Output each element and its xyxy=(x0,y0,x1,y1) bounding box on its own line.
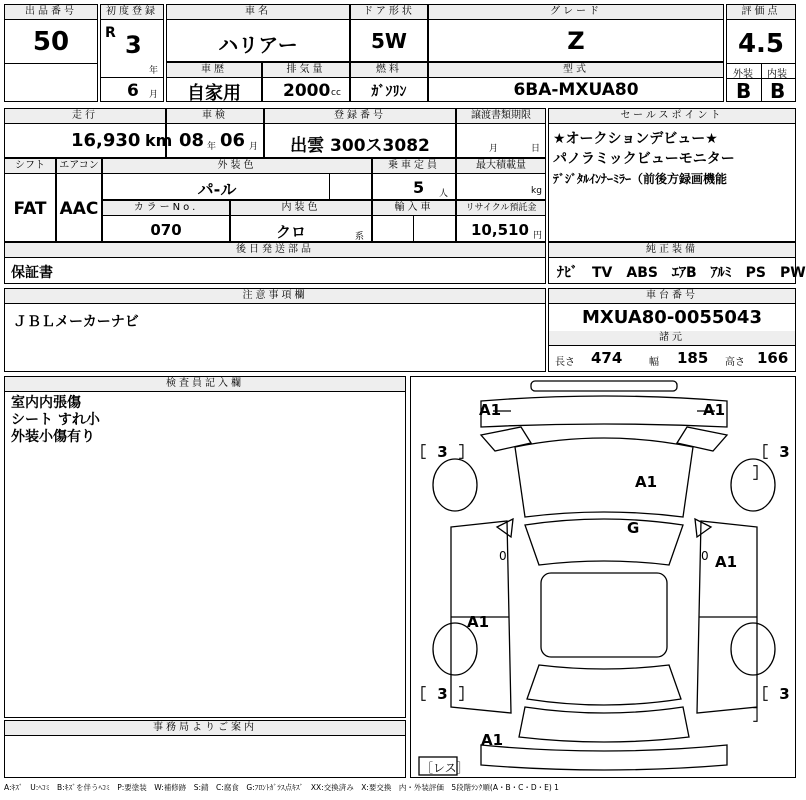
car-name-label: 車名 xyxy=(167,5,349,20)
capacity: 5 xyxy=(413,178,425,197)
notes-box xyxy=(4,288,546,372)
car-diagram-drawing xyxy=(411,377,797,779)
sales-point-line: ★オークションデビュー★ xyxy=(553,131,718,147)
score-box xyxy=(726,4,796,102)
mark-right-door: A1 xyxy=(715,553,738,571)
height: 166 xyxy=(757,349,789,367)
model-code: 6BA-MXUA80 xyxy=(513,80,639,100)
recycle-unit: 円 xyxy=(533,231,543,241)
sales-point-line: ﾃﾞｼﾞﾀﾙｲﾝﾅｰﾐﾗｰ（前後方録画機能 xyxy=(553,172,728,186)
plate-box xyxy=(264,108,456,158)
exterior-grade: B xyxy=(736,79,752,103)
lot-number: 50 xyxy=(32,27,70,57)
registration-year: 3 xyxy=(125,31,142,59)
equipment-box xyxy=(548,242,806,284)
office-label: 事務局よりご案内 xyxy=(5,721,405,736)
capacity-box xyxy=(372,158,456,200)
inspection-label: 車検 xyxy=(167,109,263,124)
registration-month: 6 xyxy=(127,81,139,101)
sales-point-line: パノラミックビューモニター xyxy=(553,151,735,167)
inspection-box xyxy=(166,108,264,158)
mileage-label: 走行 xyxy=(5,109,165,124)
width: 185 xyxy=(677,349,709,367)
transfer-month: 月 xyxy=(489,144,499,154)
model-box xyxy=(428,62,724,102)
mark-windshield: G xyxy=(627,519,640,537)
sales-point-label: セールスポイント xyxy=(549,109,795,124)
inspector-notes xyxy=(11,395,100,446)
shift-box xyxy=(4,158,56,242)
interior-color-box xyxy=(230,200,372,242)
load-box xyxy=(456,158,546,200)
ac-label: エアコン xyxy=(57,159,101,174)
load-label: 最大積載量 xyxy=(457,159,545,174)
sales-point-list xyxy=(553,129,793,189)
mark-front-right: A1 xyxy=(703,401,726,419)
first-registration-box xyxy=(100,4,164,102)
inspection-month: 06 xyxy=(220,130,246,151)
equipment-list: ﾅﾋﾞ TV ABS ｴｱB ｱﾙﾐ PS PW xyxy=(557,265,806,281)
later-parts-label: 後日発送部品 xyxy=(5,243,545,258)
interior-color: クロ xyxy=(275,223,306,241)
height-label: 高さ xyxy=(725,357,745,368)
inspection-month-unit: 月 xyxy=(249,142,259,152)
history-box xyxy=(166,62,262,102)
model-label: 型式 xyxy=(429,63,723,78)
mileage-unit: km xyxy=(145,131,173,150)
car-name: ハリアー xyxy=(218,33,298,57)
inspector-line: 外装小傷有り xyxy=(11,429,95,445)
chassis-box xyxy=(548,288,796,372)
lot-number-box xyxy=(4,4,98,102)
shift: FAT xyxy=(13,199,47,219)
fuel-label: 燃料 xyxy=(351,63,427,78)
shift-label: シフト xyxy=(5,159,55,174)
car-name-box xyxy=(166,4,350,62)
later-parts-box xyxy=(4,242,546,284)
tire-depth-front-left: ［ 3 ］ xyxy=(411,443,477,461)
color-no-box xyxy=(102,200,230,242)
mark-zero-left: 0 xyxy=(499,549,507,563)
cc-box xyxy=(262,62,350,102)
exterior-color: パ-ル xyxy=(197,180,237,199)
load-unit: kg xyxy=(531,186,542,196)
length: 474 xyxy=(591,349,623,367)
transfer-label: 譲渡書類期限 xyxy=(457,109,545,124)
inspector-box xyxy=(4,376,406,718)
mark-front-left: A1 xyxy=(479,401,502,419)
inspection-year: 08 xyxy=(179,130,205,151)
color-label: 外装色 xyxy=(103,159,371,174)
capacity-unit: 人 xyxy=(439,189,449,199)
door-label: ドア形状 xyxy=(351,5,427,20)
import-box xyxy=(372,200,456,242)
mark-zero-right: 0 xyxy=(701,549,709,563)
plate-label: 登録番号 xyxy=(265,109,455,124)
chassis-number: MXUA80-0055043 xyxy=(582,307,762,328)
import-label: 輸入車 xyxy=(373,201,455,216)
fuel-box xyxy=(350,62,428,102)
equipment-label: 純正装備 xyxy=(549,243,795,258)
lot-number-label: 出品番号 xyxy=(5,5,97,20)
plate-number: 出雲 300ス3082 xyxy=(290,136,430,156)
color-no-label: カラーNo. xyxy=(103,201,229,216)
later-parts: 保証書 xyxy=(11,265,53,281)
cc-unit: cc xyxy=(331,88,341,98)
fuel: ｶﾞｿﾘﾝ xyxy=(371,84,407,100)
notes: ＪＢＬメーカーナビ xyxy=(13,314,139,330)
mark-left-quarter: A1 xyxy=(467,613,490,631)
tire-depth-rear-right: ［ 3 ］ xyxy=(753,685,793,724)
length-label: 長さ xyxy=(555,357,575,368)
ac-box xyxy=(56,158,102,242)
interior-grade: B xyxy=(770,79,786,103)
width-label: 幅 xyxy=(649,357,659,368)
grade-label: グレード xyxy=(429,5,723,20)
transfer-box xyxy=(456,108,546,158)
score-label: 評価点 xyxy=(727,5,795,20)
history-label: 車歴 xyxy=(167,63,261,78)
car-diagram xyxy=(410,376,796,778)
recycle-fee: 10,510 xyxy=(471,221,529,239)
displacement: 2000 xyxy=(283,81,331,101)
grade: Z xyxy=(567,27,585,55)
mileage-box xyxy=(4,108,173,158)
interior-label: 内装 xyxy=(767,69,787,80)
legend: A:ｷｽﾞ U:ﾍｺﾐ B:ｷｽﾞを伴うﾍｺﾐ P:要塗装 W:補修跡 S:錆 C:腐食 G:ﾌﾛﾝﾄｶﾞﾗｽ点ｷｽﾞ XX:交換済み X:要交換 内・外装評価 5段階ﾗﾝｸ順(A・B・C・D・E) 1 xyxy=(4,783,559,792)
interior-color-unit: 系 xyxy=(355,232,365,242)
first-registration-label: 初度登録 xyxy=(101,5,163,20)
recycle-box xyxy=(456,200,546,242)
chassis-label: 車台番号 xyxy=(549,289,795,304)
cc-label: 排気量 xyxy=(263,63,349,78)
tire-depth-front-right: ［ 3 ］ xyxy=(753,443,793,482)
inspector-label: 検査員記入欄 xyxy=(5,377,405,392)
era: R xyxy=(105,25,116,41)
history: 自家用 xyxy=(187,83,241,104)
recycle-label: リサイクル預託金 xyxy=(457,201,545,216)
transfer-day: 日 xyxy=(531,144,541,154)
exterior-label: 外装 xyxy=(733,69,753,80)
door-box xyxy=(350,4,428,62)
air-conditioner: AAC xyxy=(59,199,99,219)
spare-tire: ［レス］ xyxy=(421,761,469,775)
color-number: 070 xyxy=(150,221,182,239)
sales-point-box xyxy=(548,108,796,242)
inspector-line: 室内内張傷 xyxy=(11,395,81,411)
interior-color-label: 内装色 xyxy=(231,201,371,216)
capacity-label: 乗車定員 xyxy=(373,159,455,174)
office-box xyxy=(4,720,406,778)
mark-rear: A1 xyxy=(481,731,504,749)
inspection-year-unit: 年 xyxy=(207,142,217,152)
tire-depth-rear-left: ［ 3 ］ xyxy=(411,685,477,703)
specs-label: 諸元 xyxy=(549,331,795,346)
notes-label: 注意事項欄 xyxy=(5,289,545,304)
grade-box xyxy=(428,4,724,62)
year-unit: 年 xyxy=(149,66,159,76)
mileage: 16,930 xyxy=(71,130,141,151)
inspector-line: シート すれ小 xyxy=(11,412,100,428)
door-type: 5W xyxy=(371,29,407,53)
mark-bonnet: A1 xyxy=(635,473,658,491)
month-unit: 月 xyxy=(149,90,159,100)
color-box xyxy=(102,158,372,200)
score: 4.5 xyxy=(737,29,785,59)
